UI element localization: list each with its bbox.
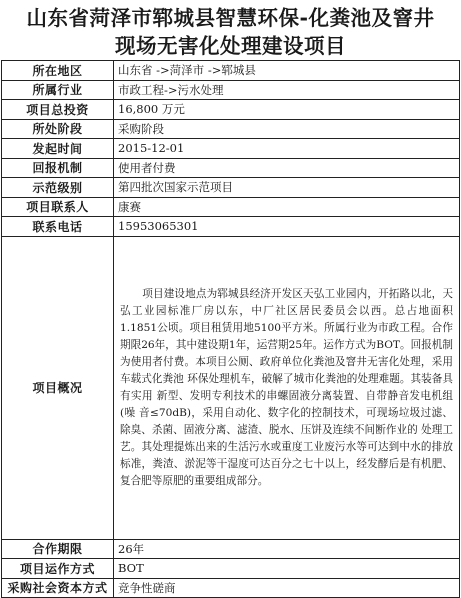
table-row-demo-level	[2, 178, 460, 198]
row-value: BOT	[114, 559, 460, 579]
table-row-cooperation-period	[2, 539, 460, 559]
table-row-contact	[2, 197, 460, 217]
row-value: 第四批次国家示范项目	[114, 178, 460, 198]
row-value: 2015-12-01	[114, 139, 460, 159]
row-value: 16,800 万元	[114, 100, 460, 120]
table-row-stage	[2, 119, 460, 139]
title-line-2: 现场无害化处理建设项目	[115, 34, 346, 58]
row-label: 采购社会资本方式	[2, 578, 114, 598]
table-row-industry	[2, 80, 460, 100]
row-label: 项目总投资	[2, 100, 114, 120]
page-title	[0, 0, 461, 66]
row-label: 所属行业	[2, 80, 114, 100]
title-line-1: 山东省菏泽市郓城县智慧环保-化粪池及窨井	[26, 6, 435, 30]
table-row-return-mechanism	[2, 158, 460, 178]
row-value: 26年	[114, 539, 460, 559]
row-value: 市政工程->污水处理	[114, 80, 460, 100]
table-row-region	[2, 61, 460, 81]
row-label: 发起时间	[2, 139, 114, 159]
row-label: 所处阶段	[2, 119, 114, 139]
table-row-operation-mode	[2, 559, 460, 579]
row-value: 采购阶段	[114, 119, 460, 139]
project-info-table	[1, 60, 460, 598]
table-row-start-date	[2, 139, 460, 159]
table-row-overview	[2, 236, 460, 539]
row-label: 示范级别	[2, 178, 114, 198]
overview-text: 项目建设地点为郓城县经济开发区天弘工业园内，开拓路以北，天弘工业园标准厂房以东，中厂社区居民委员会以西。总占地面积1.1851公顷。项目租赁用地5100平方米。所属行业为市政工程。合作期限26年，其中建设期1年，运营期25年。运作方式为BOT。回报机制为使用者付费。本项目公厕、政府单位化粪池及窨井无害化处理，采用车载式化粪池 环保处理机车，破解了城市化粪池的处理难题。其装备具有实用 新型、发明专利技术的串螺固液分离装置、自带静音发电机组(噪 音≤70dB)，采用自动化、数字化的控制技术，可现场垃圾过滤、除臭、杀菌、固液分离、滤渣、脱水、压饼及连续不间断作业的 处理工艺。其处理提炼出来的生活污水或重度工业废污水等可达到中水的排放标准，粪渣、淤泥等干湿度可达百分之七十以上，经发酵后是有机肥、复合肥等原肥的重要组成部分。	[114, 236, 460, 539]
row-label: 回报机制	[2, 158, 114, 178]
table-row-phone	[2, 217, 460, 237]
row-value: 竞争性磋商	[114, 578, 460, 598]
row-value: 使用者付费	[114, 158, 460, 178]
row-label: 项目联系人	[2, 197, 114, 217]
row-label: 联系电话	[2, 217, 114, 237]
row-label: 项目概况	[2, 236, 114, 539]
table-row-investment	[2, 100, 460, 120]
row-value: 山东省 ->菏泽市 ->郓城县	[114, 61, 460, 81]
row-label: 项目运作方式	[2, 559, 114, 579]
row-value: 康赛	[114, 197, 460, 217]
row-label: 所在地区	[2, 61, 114, 81]
row-value[interactable]: 15953065301	[114, 217, 460, 237]
row-label: 合作期限	[2, 539, 114, 559]
